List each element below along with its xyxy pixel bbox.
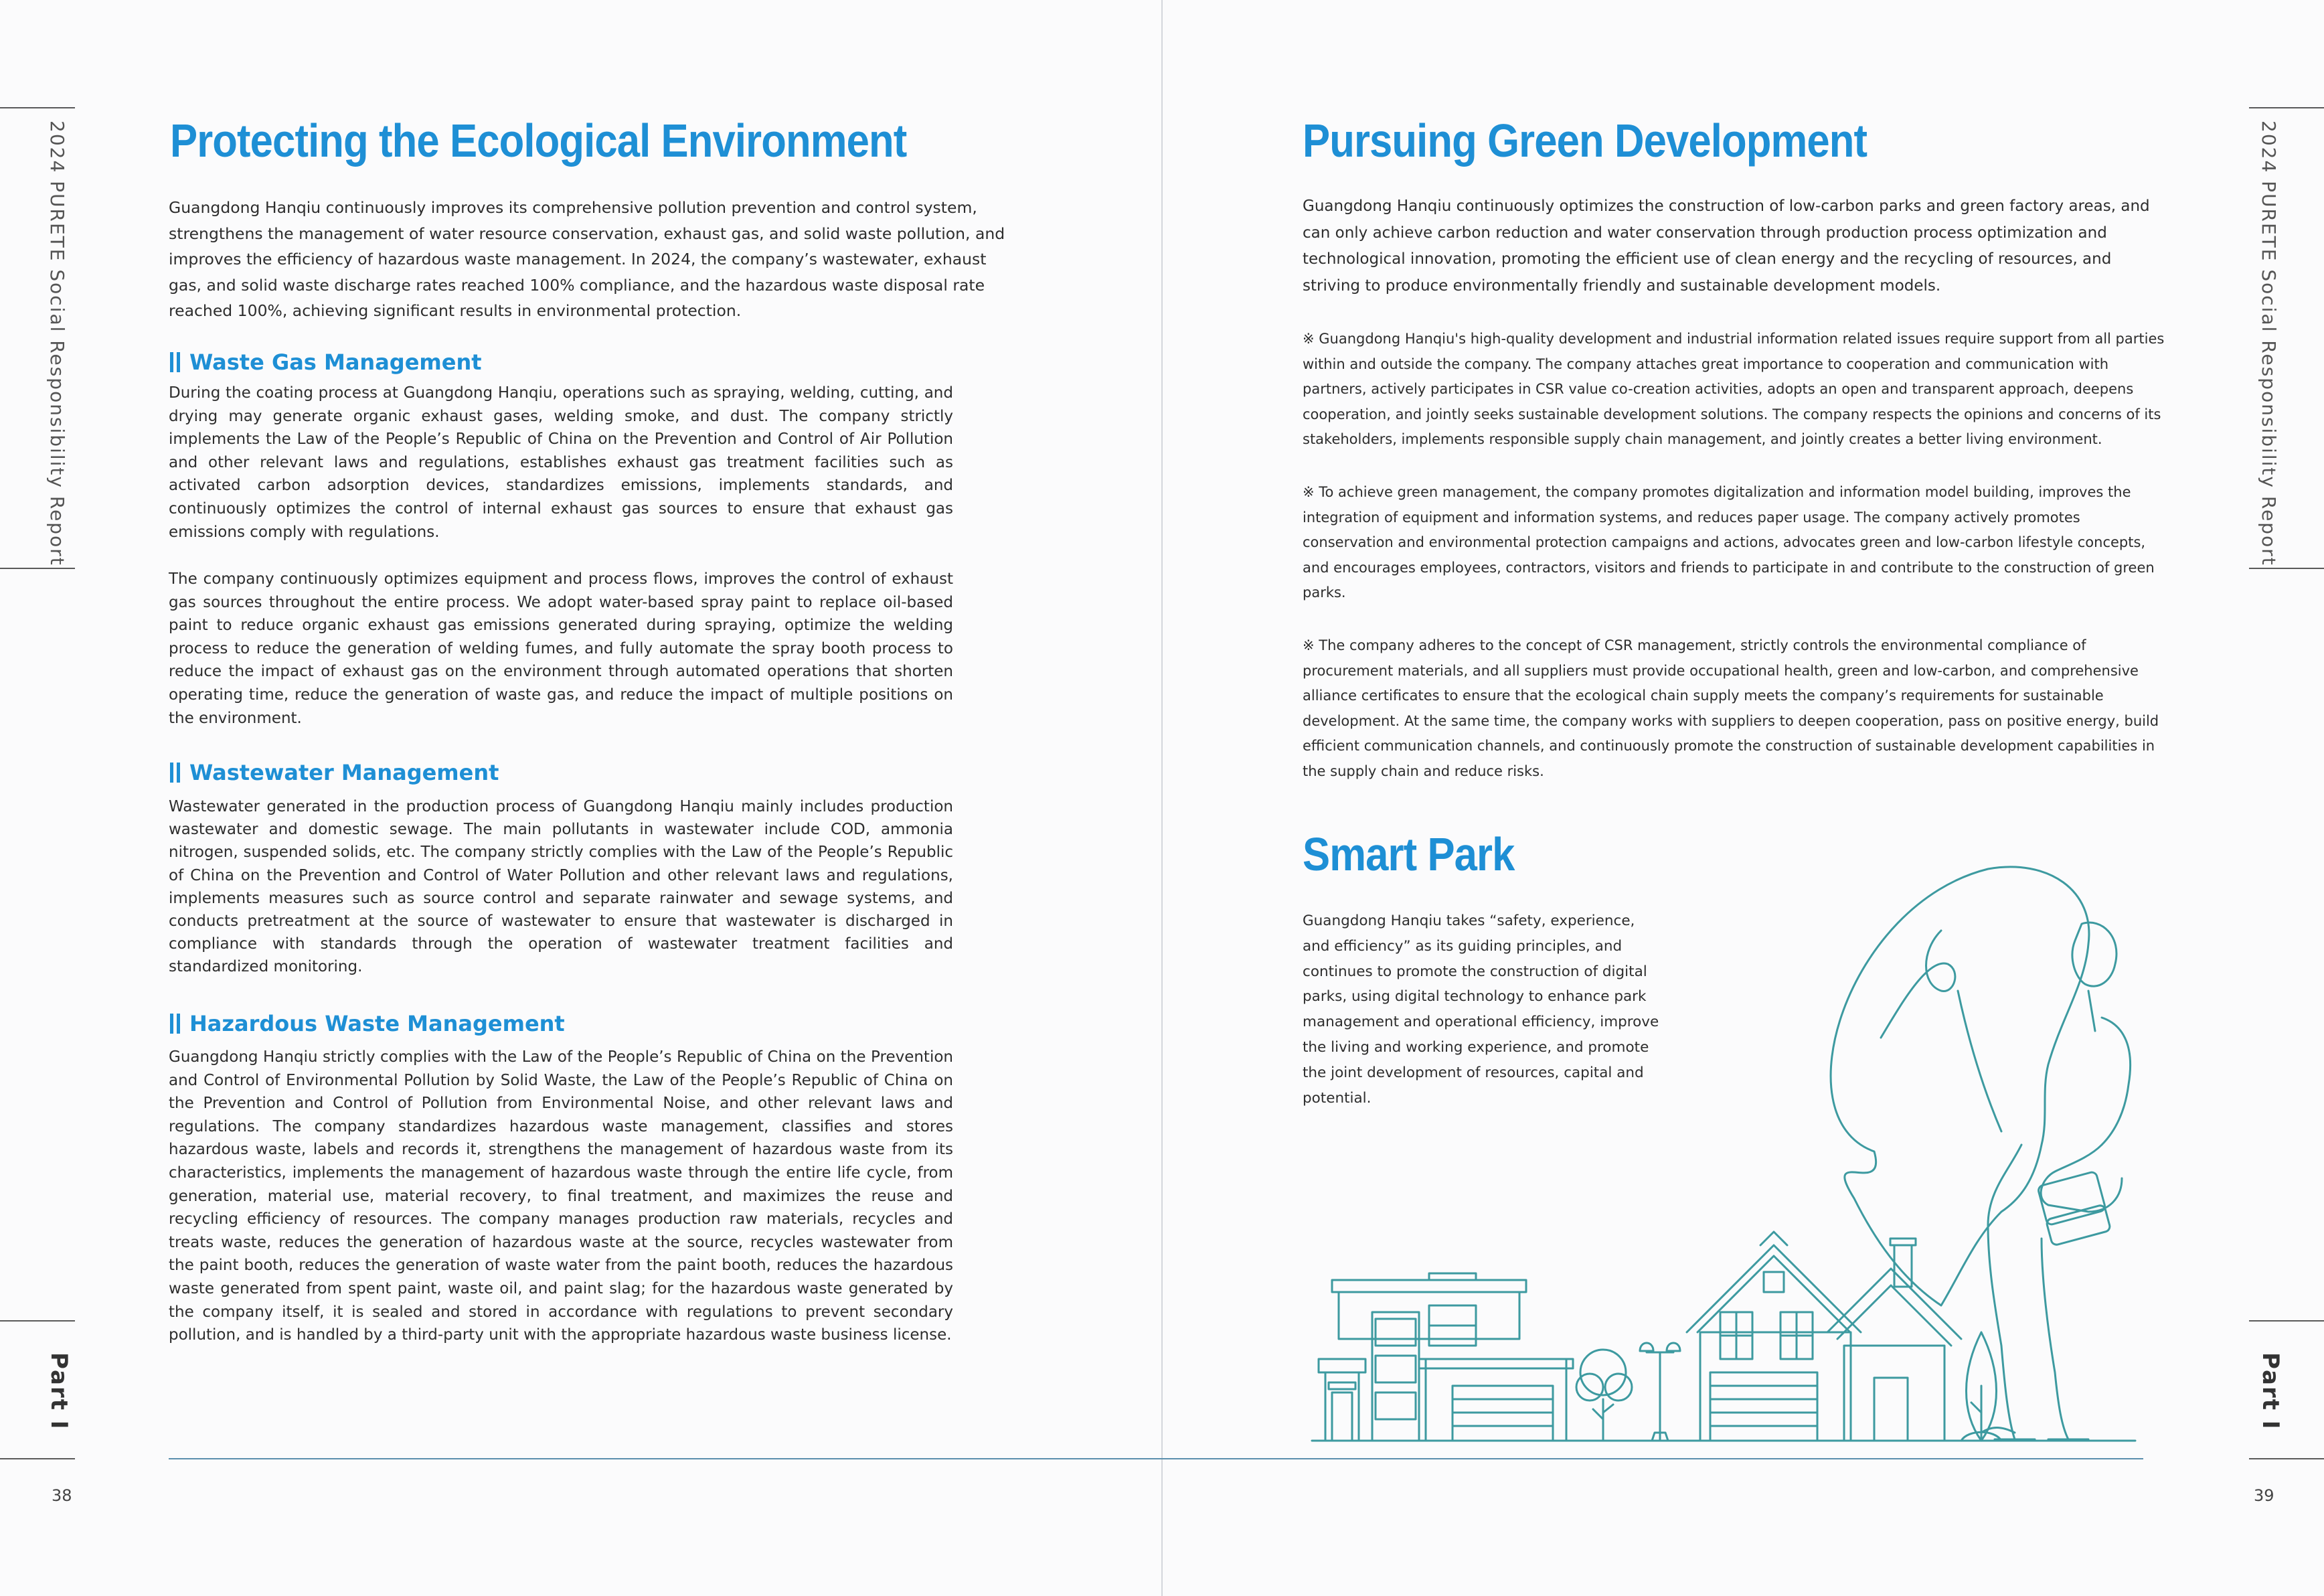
- left-page-title: Protecting the Ecological Environment: [170, 114, 907, 167]
- left-side-report-title: 2024 PURETE Social Responsibility Report: [46, 121, 68, 566]
- wastewater-heading: [170, 760, 499, 785]
- left-side-rule-top: [0, 107, 75, 108]
- right-side-part-label: Part I: [2257, 1352, 2284, 1431]
- wastewater-heading-text: Wastewater Management: [189, 760, 499, 785]
- left-side-rule-part-top: [0, 1320, 75, 1322]
- waste-gas-paragraph-1: During the coating process at Guangdong Hanqiu, operations such as spraying, welding, cutting, and drying may generate organic exhaust gases, welding smoke, and dust. The company strictly implements the Law of the People’s Republic of China on the Prevention and Control of Air Pollution and other relevant laws and regulations, establishes exhaust gas treatment facilities such as activated carbon adsorption devices, standardizes emissions, implements standards, and continuously optimizes the control of internal exhaust gas sources to ensure that exhaust gas emissions comply with regulations.: [169, 384, 953, 541]
- smart-park-text: Guangdong Hanqiu takes “safety, experience, and efficiency” as its guiding principles, and continues to promote the construction of digital parks, using digital technology to enhance park management and operational efficiency, improve the living and working experience, and promote the joint development of resources, capital and potential.: [1303, 912, 1659, 1107]
- right-page-number: 39: [2254, 1486, 2274, 1505]
- page-fold: [1161, 0, 1163, 1596]
- hazardous-waste-paragraph: Guangdong Hanqiu strictly complies with the Law of the People’s Republic of China on the Prevention and Control of Environmental Pollution by Solid Waste, the Law of the People’s Republic of China on the Prevention and Control of Pollution from Environmental Noise, and other relevant laws and regulations. The company standardizes hazardous waste management, classifies and stores hazardous waste, labels and records it, strengthens the management of hazardous waste from its characteristics, implements the management of hazardous waste through the entire life cycle, from generation, material use, material recovery, to final treatment, and maximizes the reuse and recycling efficiency of resources. The company manages production raw materials, recycles and treats waste, reduces the generation of hazardous waste at the source, recycles wastewater from the paint booth, reduces the generation of waste water from the paint booth, reduces the hazardous waste generated from spent paint, waste oil, and paint slag; for the hazardous waste generated by the company itself, it is sealed and stored in accordance with regulations to prevent secondary pollution, and is handled by a third-party unit with the appropriate hazardous waste business license.: [169, 1048, 953, 1344]
- right-side-rule-top: [2249, 107, 2324, 108]
- right-side-rule-mid: [2249, 568, 2324, 569]
- green-bullet-1: ※ Guangdong Hanqiu's high-quality development and industrial information related issues require support from all parties within and outside the company. The company attaches great importance to cooperation and communication with partners, actively participates in CSR value co-creation activities, adopts an open and transparent approach, deepens cooperation, and jointly seeks sustainable development solutions. The company respects the opinions and concerns of its stakeholders, implements responsible supply chain management, and jointly creates a better living environment.: [1303, 331, 2165, 447]
- heading-bars-icon: [170, 1014, 180, 1034]
- hazardous-waste-heading-text: Hazardous Waste Management: [189, 1011, 565, 1036]
- smart-park-title: Smart Park: [1303, 828, 1515, 880]
- smart-park-illustration-icon: [1299, 864, 2182, 1453]
- heading-bars-icon: [170, 763, 180, 783]
- left-side-part-label: Part I: [46, 1352, 72, 1431]
- wastewater-paragraph: Wastewater generated in the production process of Guangdong Hanqiu mainly includes production wastewater and domestic sewage. The main pollutants in wastewater include COD, ammonia nitrogen, suspended solids, etc. The company strictly complies with the Law of the People’s Republic of China on the Prevention and Control of Water Pollution and other relevant laws and regulations, implements measures such as source control and separate rainwater and sewage systems, and conducts pretreatment at the source of wastewater to ensure that wastewater is discharged in compliance with standards through the operation of wastewater treatment facilities and standardized monitoring.: [169, 798, 953, 976]
- right-page-title: Pursuing Green Development: [1303, 114, 1868, 167]
- right-side-rule-part-bottom: [2249, 1458, 2324, 1459]
- right-side-report-title: 2024 PURETE Social Responsibility Report: [2258, 121, 2280, 566]
- right-side-rule-part-top: [2249, 1320, 2324, 1322]
- bottom-rule: [169, 1458, 2143, 1459]
- hazardous-waste-heading: [170, 1011, 565, 1036]
- green-bullet-3: ※ The company adheres to the concept of CSR management, strictly controls the environmental compliance of procurement materials, and all suppliers must provide occupational health, green and low-carbon, and comprehensive alliance certificates to ensure that the ecological chain supply meets the company’s requirements for sustainable development. At the same time, the company works with suppliers to deepen cooperation, pass on positive energy, build efficient communication channels, and continuously promote the construction of sustainable development capabilities in the supply chain and reduce risks.: [1303, 637, 2159, 779]
- left-page-number: 38: [52, 1486, 72, 1505]
- heading-bars-icon: [170, 352, 180, 372]
- green-bullet-2: ※ To achieve green management, the company promotes digitalization and information model building, improves the integration of equipment and information systems, and reduces paper usage. The company actively promotes conservation and environmental protection campaigns and actions, advocates green and low-carbon lifestyle concepts, and encourages employees, contractors, visitors and friends to participate in and contribute to the construction of green parks.: [1303, 484, 2155, 601]
- left-side-rule-part-bottom: [0, 1458, 75, 1459]
- left-intro-paragraph: Guangdong Hanqiu continuously improves its comprehensive pollution prevention and control system, strengthens the management of water resource conservation, exhaust gas, and solid waste pollution, and improves the efficiency of hazardous waste management. In 2024, the company’s wastewater, exhaust gas, and solid waste discharge rates reached 100% compliance, and the hazardous waste disposal rate reached 100%, achieving significant results in environmental protection.: [169, 198, 1005, 320]
- waste-gas-heading-text: Waste Gas Management: [189, 349, 482, 375]
- left-side-rule-mid: [0, 568, 75, 569]
- waste-gas-heading: [170, 349, 482, 375]
- right-intro-paragraph: Guangdong Hanqiu continuously optimizes the construction of low-carbon parks and green factory areas, and can only achieve carbon reduction and water conservation through production process optimization and technological innovation, promoting the efficient use of clean energy and the recycling of resources, and striving to produce environmentally friendly and sustainable development models.: [1303, 197, 2150, 295]
- waste-gas-paragraph-2: The company continuously optimizes equipment and process flows, improves the control of exhaust gas sources throughout the entire process. We adopt water-based spray paint to replace oil-based paint to reduce organic exhaust gas emissions generated during spraying, optimize the welding process to reduce the generation of welding fumes, and fully automate the spray booth process to reduce the impact of exhaust gas on the environment through automated operations that shorten operating time, reduce the generation of waste gas, and reduce the impact of multiple positions on the environment.: [169, 570, 953, 727]
